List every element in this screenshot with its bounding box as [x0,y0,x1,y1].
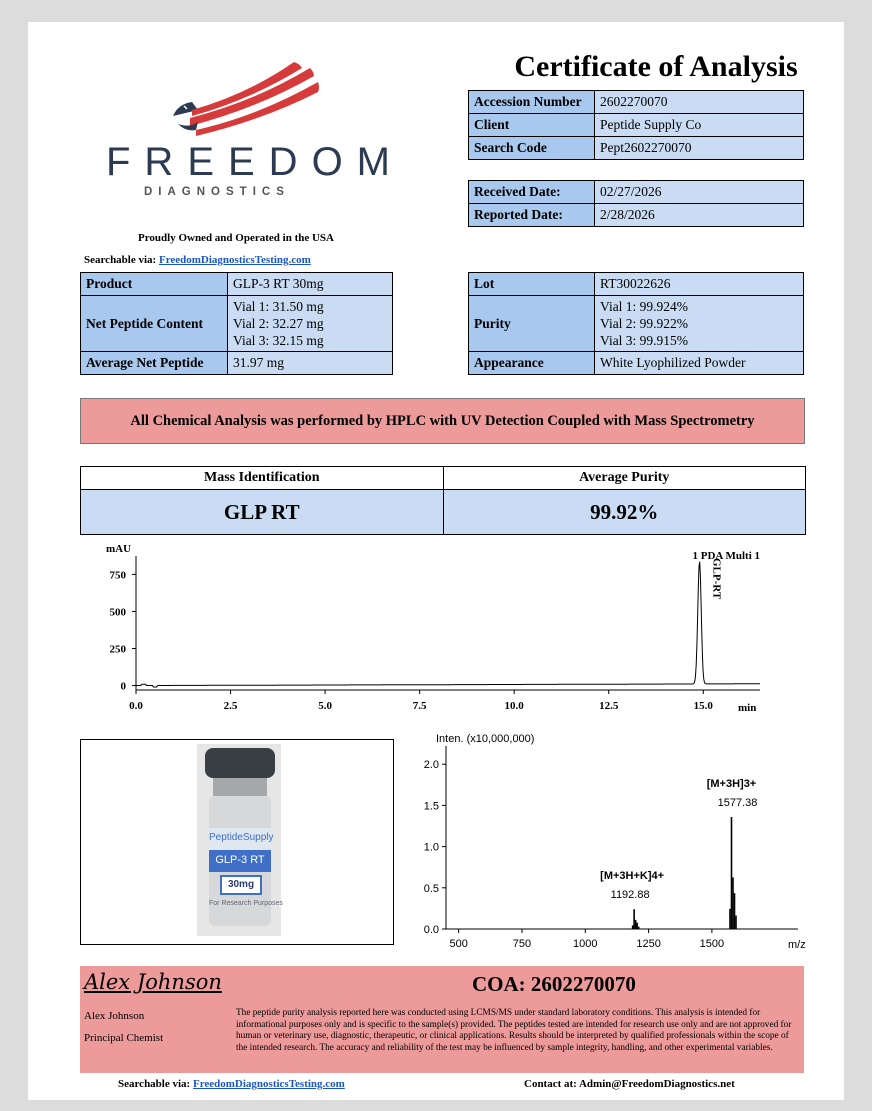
table-row [469,273,804,296]
ms-y-tick-label: 2.0 [423,759,439,772]
net-peptide-label: Net Peptide Content [81,296,228,352]
table-row [81,296,393,352]
searchable-label: Searchable via: [84,254,157,266]
lot-table [468,272,804,375]
footer-website-link[interactable]: FreedomDiagnosticsTesting.com [192,1078,345,1090]
vial-note: For Research Purposes [209,900,283,907]
accession-label: Accession Number [469,91,595,114]
search-code-value: Pept2602270070 [595,137,804,160]
product-label: Product [81,273,228,296]
ms-x-unit-label: m/z [788,939,806,951]
searchable-line [84,254,311,266]
method-banner: All Chemical Analysis was performed by HPLC with UV Detection Coupled with Mass Spectrometry [80,398,805,444]
hplc-x-unit-label: min [738,702,757,714]
hplc-y-unit-label: mAU [106,543,132,555]
vial-photo [80,739,394,945]
accession-value: 2602270070 [595,91,804,114]
lot-value: RT30022626 [595,273,804,296]
mass-spectrum [402,726,804,956]
table-row [81,467,805,489]
ms-x-tick-label: 1000 [573,938,598,950]
ms-x-tick-label: 750 [512,938,532,950]
table-row [469,91,804,114]
avg-purity-value: 99.92% [443,490,806,534]
purity-label: Purity [469,296,595,352]
dates-table [468,180,804,227]
hplc-y-tick-label: 0 [120,680,126,693]
net-vial-1: Vial 1: 31.50 mg [233,299,324,314]
chemist-name: Alex Johnson [84,1010,145,1022]
ms-y-tick-label: 0.0 [423,924,439,936]
disclaimer: The peptide purity analysis reported here was conducted using LCMS/MS under standard laboratory conditions. This analysis is intended for informational purposes only and is specific to the sample(s) provided. The peptides tested are intended for research use only and are not approved for human or veterinary use, diagnostic, therapeutic, or clinical applications. Results should be interpreted by qualified professionals within the scope of the intended research. The accuracy and reliability of the test may be influenced by sample integrity, handling, and other experimental variables. [236,1008,792,1053]
page-title: Certificate of Analysis [514,50,798,83]
avg-purity-header: Average Purity [443,467,806,489]
ms-x-tick-label: 500 [449,938,468,950]
hplc-x-tick-label: 15.0 [693,700,713,712]
table-row [81,273,393,296]
logo-wordmark: FREEDOM [106,140,404,184]
footer-panel [80,966,804,1073]
appearance-value: White Lyophilized Powder [595,352,804,375]
hplc-trace [136,562,760,687]
tagline: Proudly Owned and Operated in the USA [138,232,334,244]
purity-values [595,296,804,352]
certificate-page [28,22,844,1100]
net-vial-3: Vial 3: 32.15 mg [233,333,324,348]
purity-vial-1: Vial 1: 99.924% [600,299,689,314]
product-table [80,272,393,375]
received-value: 02/27/2026 [595,181,804,204]
ms-y-tick-label: 0.5 [423,882,439,895]
table-row [469,352,804,375]
hplc-x-tick-label: 0.0 [129,700,143,712]
contact-line: Contact at: Admin@FreedomDiagnostics.net [524,1078,735,1090]
reported-label: Reported Date: [469,204,595,227]
ms-y-unit-label: Inten. (x10,000,000) [436,733,535,745]
hplc-y-tick-label: 500 [109,606,126,619]
ms-x-tick-label: 1250 [636,938,661,950]
ms-ion-label: [M+3H]3+ [706,777,757,790]
table-row [469,137,804,160]
table-row [469,296,804,352]
accession-table [468,90,804,160]
reported-value: 2/28/2026 [595,204,804,227]
logo-subtitle: DIAGNOSTICS [144,186,290,198]
product-value: GLP-3 RT 30mg [228,273,393,296]
coa-number: COA: 2602270070 [472,972,636,996]
hplc-chromatogram [78,542,778,722]
mass-id-value: GLP RT [223,500,300,524]
appearance-label: Appearance [469,352,595,375]
table-row [469,114,804,137]
client-value: Peptide Supply Co [595,114,804,137]
purity-vial-2: Vial 2: 99.922% [600,316,689,331]
hplc-channel-label: 1 PDA Multi 1 [692,550,760,562]
vial-dose: 30mg [227,879,255,890]
hplc-x-tick-label: 10.0 [504,700,524,712]
signature: Alex Johnson [84,970,222,994]
mass-id-header: Mass Identification [204,470,320,485]
hplc-x-tick-label: 12.5 [599,700,619,712]
avg-net-value: 31.97 mg [228,352,393,375]
hplc-y-tick-label: 750 [109,569,126,582]
vial-brand: PeptideSupply [209,832,274,843]
table-row [81,489,805,534]
footer-searchable [118,1078,345,1090]
hplc-x-tick-label: 2.5 [223,700,238,712]
table-row [469,204,804,227]
ms-mz-label: 1577.38 [717,796,758,809]
freedom-logo [78,58,404,208]
table-row [81,352,393,375]
vial-product: GLP-3 RT [215,854,265,866]
lot-label: Lot [469,273,595,296]
ms-y-tick-label: 1.5 [423,800,439,813]
chemist-title: Principal Chemist [84,1032,164,1044]
footer-searchable-label: Searchable via: [118,1078,191,1090]
ms-y-tick-label: 1.0 [423,841,439,854]
hplc-x-tick-label: 7.5 [412,700,427,712]
hplc-peak-label: GLP-RT [710,558,723,600]
table-row [469,181,804,204]
search-code-label: Search Code [469,137,595,160]
hplc-y-tick-label: 250 [109,643,126,656]
ms-ion-label: [M+3H+K]4+ [600,870,665,883]
received-label: Received Date: [469,181,595,204]
ms-x-tick-label: 1500 [699,938,725,950]
client-label: Client [469,114,595,137]
purity-vial-3: Vial 3: 99.915% [600,333,689,348]
net-peptide-values [228,296,393,352]
eagle-flag-icon [78,58,358,138]
summary-table [80,466,806,535]
ms-mz-label: 1192.88 [610,889,650,902]
avg-net-label: Average Net Peptide [81,352,228,375]
website-link[interactable]: FreedomDiagnosticsTesting.com [158,254,311,266]
hplc-x-tick-label: 5.0 [318,700,332,712]
net-vial-2: Vial 2: 32.27 mg [233,316,324,331]
